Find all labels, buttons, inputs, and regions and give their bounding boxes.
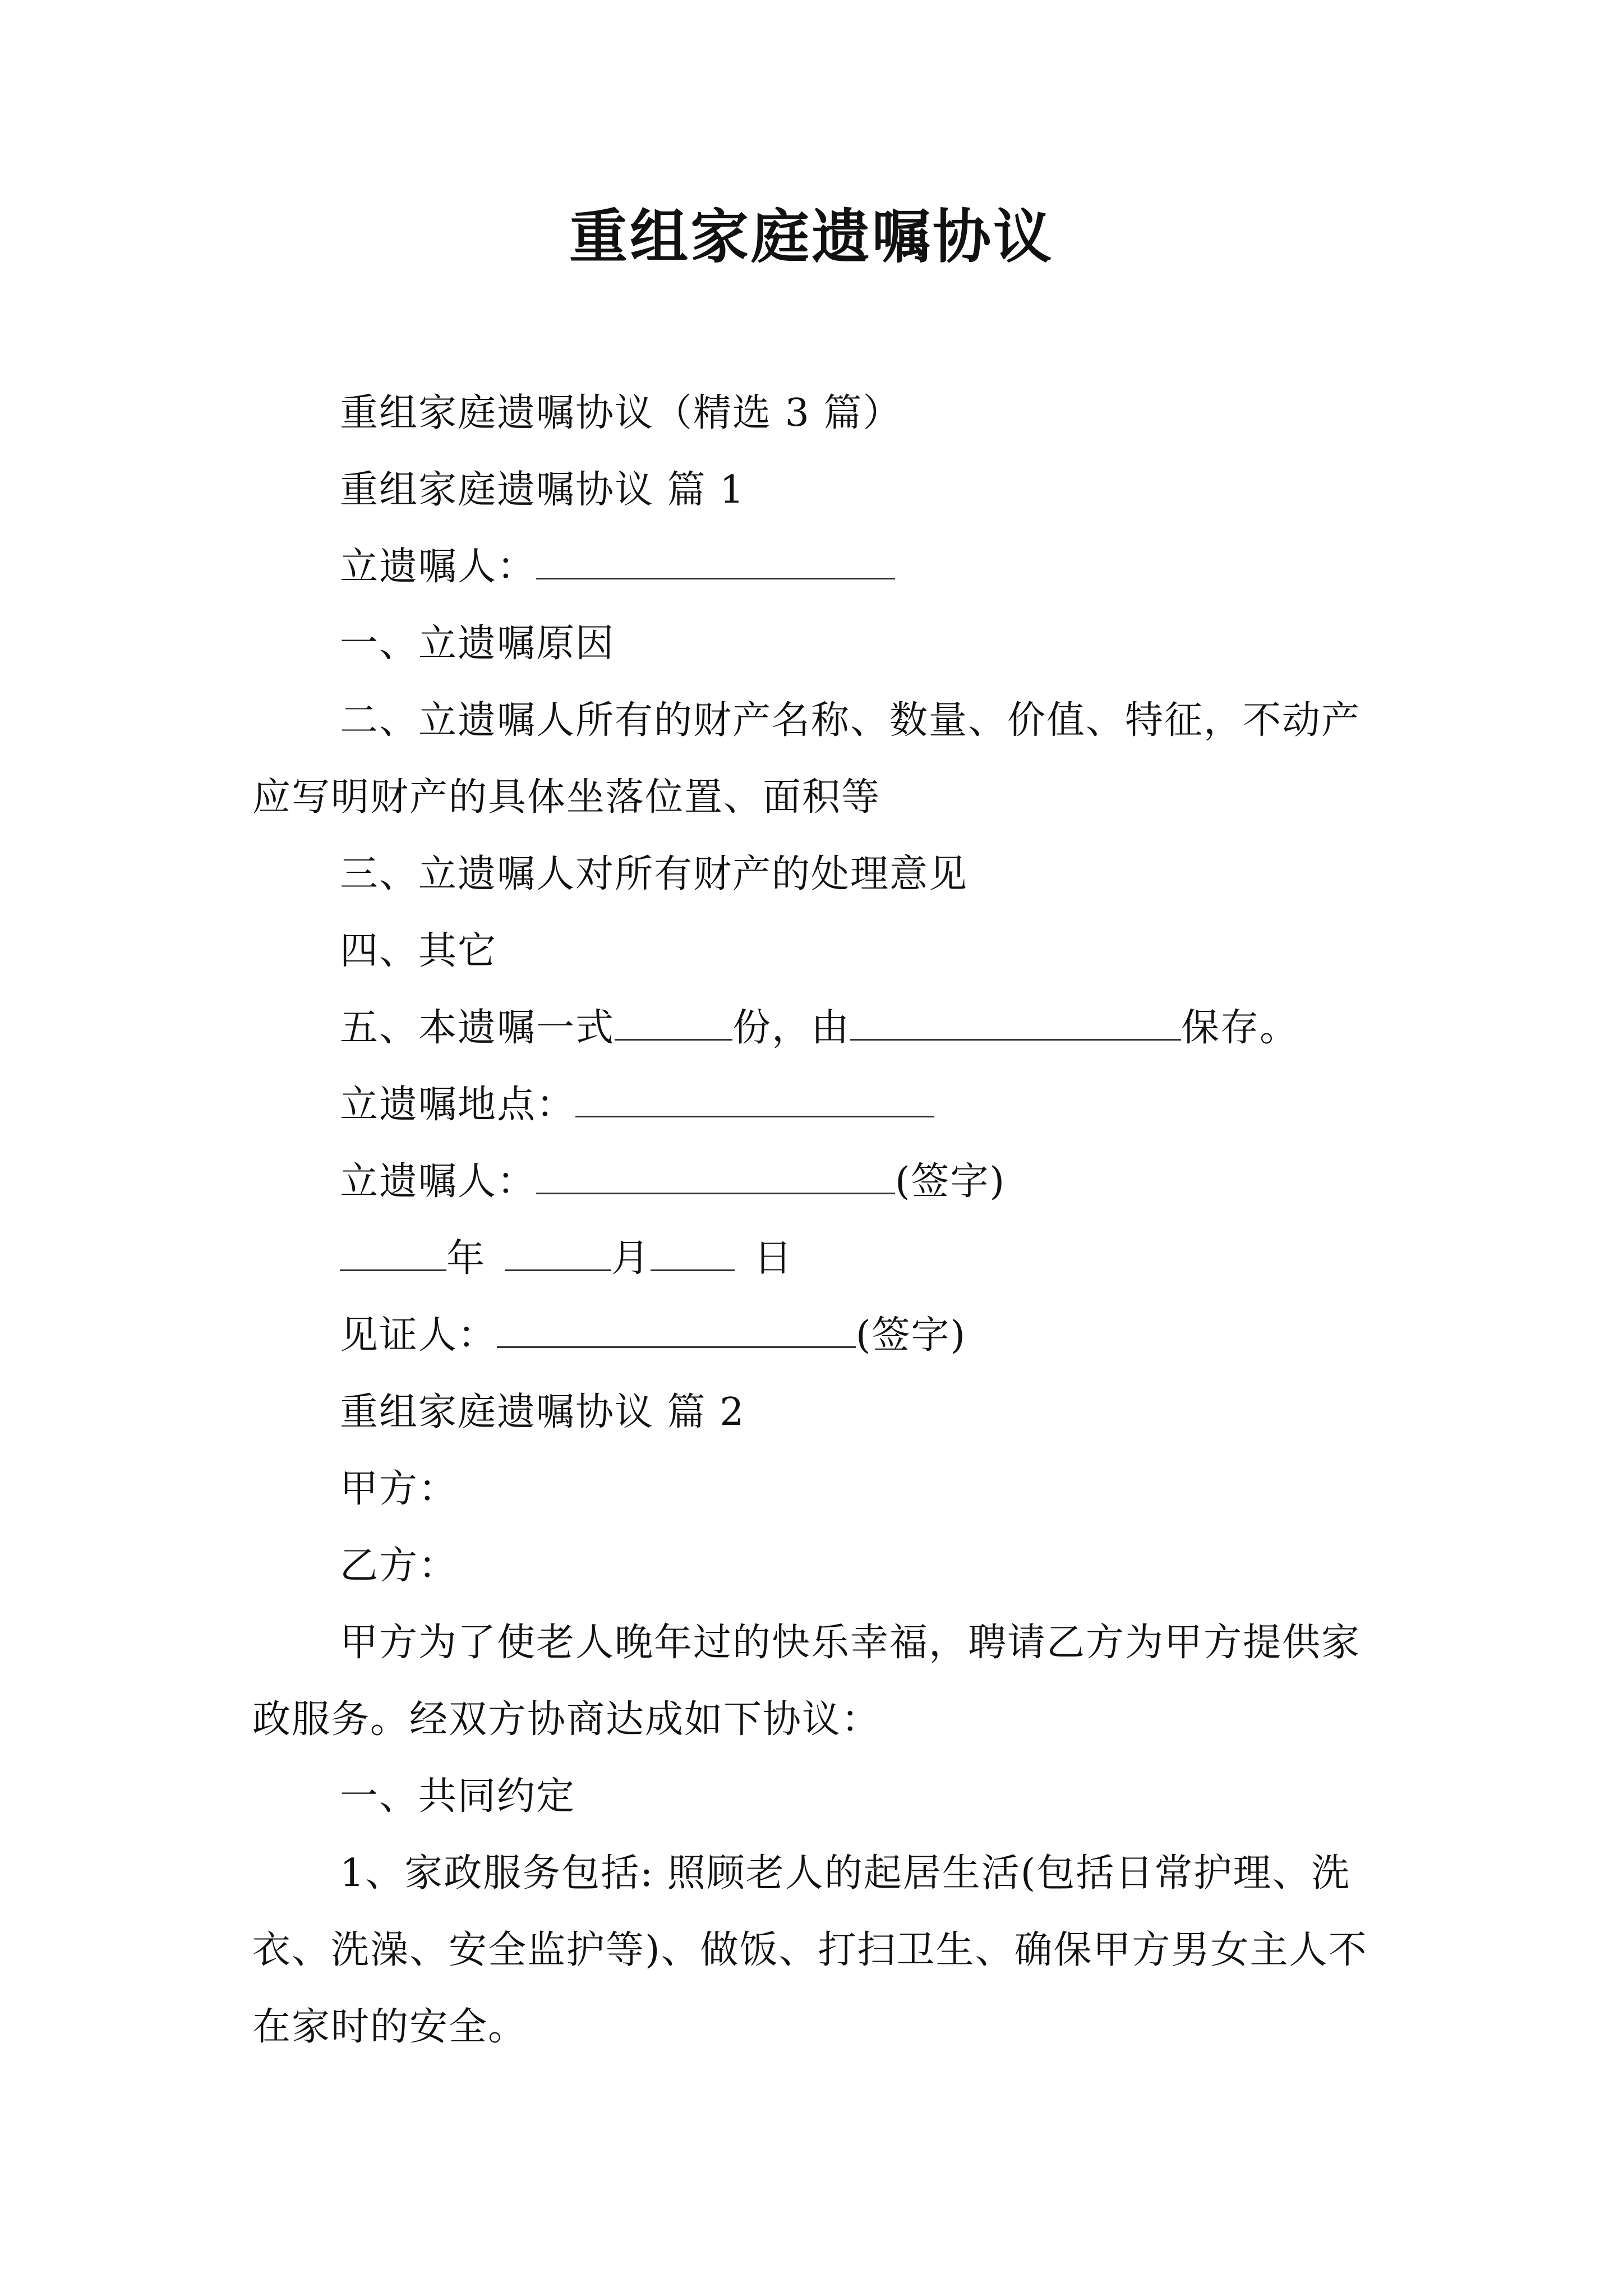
- date-line: [252, 1220, 1391, 1297]
- month-blank: [505, 1237, 611, 1271]
- clause-5: [252, 990, 1391, 1066]
- witness-sign-note: (签字): [856, 1313, 967, 1358]
- testator-sign-note: (签字): [895, 1159, 1006, 1204]
- testator-sign-line: [252, 1143, 1391, 1220]
- clause-5-part-b: 份，由: [732, 1006, 851, 1050]
- month-label: 月: [611, 1236, 651, 1281]
- document-body: [252, 375, 1391, 2065]
- clause-5-part-a: 五、本遗嘱一式: [340, 1006, 615, 1050]
- keeper-blank: [850, 1006, 1181, 1041]
- witness-line: [252, 1297, 1391, 1374]
- place-blank: [575, 1083, 934, 1117]
- place-label: 立遗嘱地点：: [340, 1083, 576, 1127]
- witness-blank: [497, 1314, 856, 1348]
- place-line: [252, 1066, 1391, 1143]
- clause-1: 一、立遗嘱原因: [340, 622, 615, 666]
- year-blank: [340, 1237, 446, 1271]
- testator-line: [252, 528, 1391, 605]
- section-heading-1: 重组家庭遗嘱协议 篇 1: [340, 468, 745, 512]
- collection-heading: 重组家庭遗嘱协议（精选 3 篇）: [340, 391, 902, 435]
- witness-label: 见证人：: [340, 1313, 497, 1358]
- testator-blank: [536, 545, 895, 579]
- clause-3: 三、立遗嘱人对所有财产的处理意见: [340, 852, 969, 896]
- day-blank: [651, 1237, 735, 1271]
- agreement-heading: 一、共同约定: [340, 1774, 576, 1819]
- service-clause: 1、家政服务包括: 照顾老人的起居生活(包括日常护理、洗衣、洗澡、安全监护等)、做饭、打扫卫生、确保甲方男女主人不在家时的安全。: [252, 1851, 1368, 2049]
- party-a-line: 甲方：: [340, 1467, 458, 1511]
- testator-sign-label: 立遗嘱人：: [340, 1159, 537, 1204]
- preamble-paragraph: 甲方为了使老人晚年过的快乐幸福，聘请乙方为甲方提供家政服务。经双方协商达成如下协议：: [252, 1621, 1361, 1742]
- party-b-line: 乙方：: [340, 1544, 458, 1588]
- copies-blank: [615, 1006, 732, 1041]
- section-heading-2: 重组家庭遗嘱协议 篇 2: [340, 1390, 745, 1434]
- testator-label: 立遗嘱人：: [340, 545, 537, 589]
- testator-sign-blank: [536, 1160, 895, 1194]
- document-title: 重组家庭遗嘱协议: [569, 202, 1054, 271]
- day-label: 日: [754, 1236, 794, 1281]
- clause-5-part-c: 保存。: [1181, 1006, 1299, 1050]
- clause-4: 四、其它: [340, 929, 497, 973]
- year-label: 年: [446, 1236, 486, 1281]
- clause-2: 二、立遗嘱人所有的财产名称、数量、价值、特征，不动产应写明财产的具体坐落位置、面积等: [252, 698, 1361, 820]
